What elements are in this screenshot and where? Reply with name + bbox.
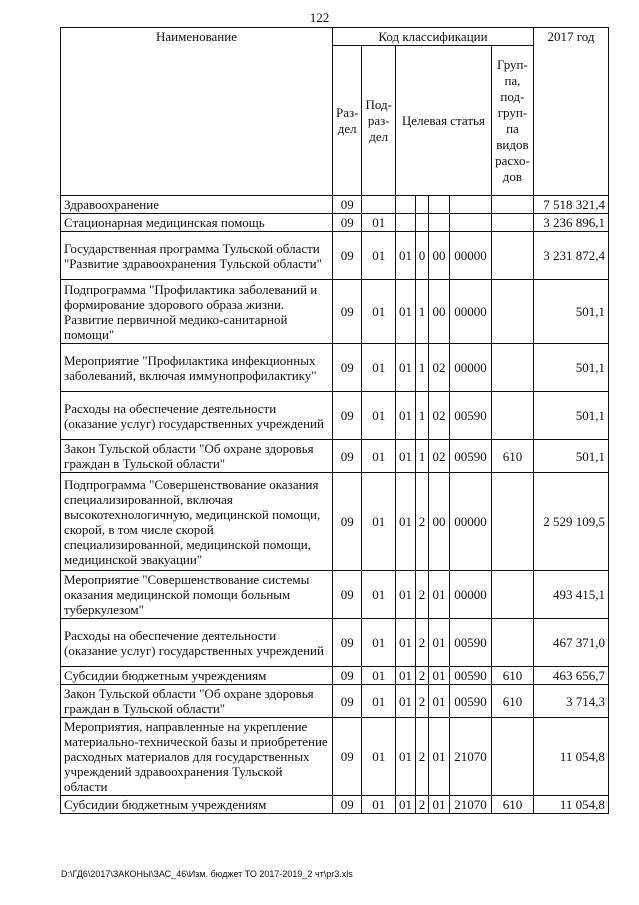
- row-expense-group-code: 610: [491, 440, 533, 473]
- row-amount: 501,1: [533, 392, 608, 440]
- row-target-program-code: [395, 214, 415, 232]
- row-amount: 501,1: [533, 440, 608, 473]
- row-target-program-code: 01: [395, 685, 415, 718]
- row-target-direction-code: 00590: [449, 440, 491, 473]
- row-name: Здравоохранение: [61, 196, 333, 214]
- row-target-subprogram-code: 2: [415, 718, 428, 796]
- row-expense-group-code: [491, 214, 533, 232]
- row-section-code: 09: [333, 392, 362, 440]
- row-amount: 11 054,8: [533, 718, 608, 796]
- row-target-subprogram-code: 2: [415, 796, 428, 814]
- row-subsection-code: 01: [362, 214, 395, 232]
- row-subsection-code: 01: [362, 619, 395, 667]
- row-section-code: 09: [333, 344, 362, 392]
- row-subsection-code: 01: [362, 392, 395, 440]
- row-target-subprogram-code: [415, 214, 428, 232]
- row-target-measure-code: 01: [428, 718, 449, 796]
- row-target-measure-code: 02: [428, 440, 449, 473]
- row-target-program-code: 01: [395, 473, 415, 571]
- row-section-code: 09: [333, 440, 362, 473]
- row-target-measure-code: 00: [428, 280, 449, 344]
- row-section-code: 09: [333, 667, 362, 685]
- row-expense-group-code: [491, 619, 533, 667]
- row-subsection-code: 01: [362, 280, 395, 344]
- table-row: [61, 196, 609, 214]
- row-target-subprogram-code: 2: [415, 473, 428, 571]
- row-subsection-code: 01: [362, 667, 395, 685]
- row-expense-group-code: [491, 473, 533, 571]
- row-name: Подпрограмма "Профилактика заболеваний и формирование здорового образа жизни. Развитие первичной медико-санитарной помощи": [61, 280, 333, 344]
- row-section-code: 09: [333, 196, 362, 214]
- table-row: [61, 392, 609, 440]
- row-target-direction-code: [449, 214, 491, 232]
- header-code-group: Код классификации: [333, 28, 534, 46]
- row-target-program-code: 01: [395, 232, 415, 280]
- row-expense-group-code: [491, 718, 533, 796]
- row-section-code: 09: [333, 232, 362, 280]
- row-subsection-code: 01: [362, 344, 395, 392]
- table-row: [61, 619, 609, 667]
- header-target-article: Целевая статья: [395, 46, 491, 196]
- row-amount: 3 236 896,1: [533, 214, 608, 232]
- row-name: Субсидии бюджетным учреждениям: [61, 667, 333, 685]
- row-expense-group-code: [491, 232, 533, 280]
- row-target-direction-code: 00590: [449, 619, 491, 667]
- row-name: Расходы на обеспечение деятельности (оказание услуг) государственных учреждений: [61, 619, 333, 667]
- row-amount: 493 415,1: [533, 571, 608, 619]
- row-amount: 467 371,0: [533, 619, 608, 667]
- row-name: Мероприятия, направленные на укрепление материально-технической базы и приобретение расходных материалов для государственных учреждений здравоохранения Тульской области: [61, 718, 333, 796]
- row-target-measure-code: 01: [428, 619, 449, 667]
- row-section-code: 09: [333, 685, 362, 718]
- row-amount: 3 714,3: [533, 685, 608, 718]
- row-target-subprogram-code: 1: [415, 344, 428, 392]
- row-target-program-code: 01: [395, 280, 415, 344]
- row-amount: 3 231 872,4: [533, 232, 608, 280]
- row-target-subprogram-code: 1: [415, 440, 428, 473]
- row-target-program-code: 01: [395, 344, 415, 392]
- row-target-subprogram-code: 2: [415, 667, 428, 685]
- header-year: 2017 год: [533, 28, 608, 196]
- row-target-direction-code: 00000: [449, 571, 491, 619]
- row-section-code: 09: [333, 796, 362, 814]
- row-target-measure-code: [428, 214, 449, 232]
- row-subsection-code: 01: [362, 796, 395, 814]
- row-target-subprogram-code: 2: [415, 619, 428, 667]
- row-name: Стационарная медицинская помощь: [61, 214, 333, 232]
- row-subsection-code: 01: [362, 473, 395, 571]
- row-subsection-code: 01: [362, 718, 395, 796]
- row-expense-group-code: [491, 571, 533, 619]
- table-row: [61, 280, 609, 344]
- row-section-code: 09: [333, 718, 362, 796]
- row-target-program-code: 01: [395, 718, 415, 796]
- row-subsection-code: 01: [362, 232, 395, 280]
- table-row: [61, 718, 609, 796]
- row-target-measure-code: 00: [428, 473, 449, 571]
- row-target-subprogram-code: 1: [415, 280, 428, 344]
- header-subsection: Под- раз- дел: [362, 46, 395, 196]
- row-expense-group-code: 610: [491, 685, 533, 718]
- table-row: [61, 344, 609, 392]
- row-target-subprogram-code: 2: [415, 571, 428, 619]
- row-target-measure-code: 01: [428, 667, 449, 685]
- row-target-program-code: 01: [395, 619, 415, 667]
- row-name: Закон Тульской области "Об охране здоровья граждан в Тульской области": [61, 440, 333, 473]
- row-subsection-code: 01: [362, 685, 395, 718]
- row-target-program-code: 01: [395, 571, 415, 619]
- row-target-direction-code: 21070: [449, 718, 491, 796]
- budget-table: [60, 27, 609, 814]
- row-target-measure-code: 01: [428, 796, 449, 814]
- row-target-measure-code: 02: [428, 392, 449, 440]
- header-expense-group: Груп- па, под- груп- па видов расхо- дов: [491, 46, 533, 196]
- row-expense-group-code: 610: [491, 667, 533, 685]
- row-name: Подпрограмма "Совершенствование оказания специализированной, включая высокотехнологичную, медицинской помощи, скорой, в том числе скорой специализированной, медицинской помощи, медицинской эвакуации": [61, 473, 333, 571]
- row-section-code: 09: [333, 571, 362, 619]
- row-section-code: 09: [333, 473, 362, 571]
- table-body: [61, 196, 609, 814]
- row-name: Государственная программа Тульской области "Развитие здравоохранения Тульской области": [61, 232, 333, 280]
- row-target-direction-code: 00590: [449, 667, 491, 685]
- table-row: [61, 214, 609, 232]
- row-target-direction-code: 21070: [449, 796, 491, 814]
- row-target-measure-code: 02: [428, 344, 449, 392]
- row-subsection-code: 01: [362, 440, 395, 473]
- table-row: [61, 685, 609, 718]
- row-target-direction-code: 00590: [449, 392, 491, 440]
- row-target-subprogram-code: [415, 196, 428, 214]
- row-subsection-code: 01: [362, 571, 395, 619]
- header-name: Наименование: [61, 28, 333, 196]
- row-name: Расходы на обеспечение деятельности (оказание услуг) государственных учреждений: [61, 392, 333, 440]
- row-target-measure-code: [428, 196, 449, 214]
- row-target-program-code: 01: [395, 440, 415, 473]
- row-target-direction-code: 00000: [449, 280, 491, 344]
- row-amount: 7 518 321,4: [533, 196, 608, 214]
- row-name: Субсидии бюджетным учреждениям: [61, 796, 333, 814]
- row-amount: 501,1: [533, 344, 608, 392]
- row-target-program-code: 01: [395, 667, 415, 685]
- row-target-direction-code: 00590: [449, 685, 491, 718]
- row-section-code: 09: [333, 280, 362, 344]
- table-row: [61, 667, 609, 685]
- row-section-code: 09: [333, 619, 362, 667]
- row-expense-group-code: 610: [491, 796, 533, 814]
- row-name: Закон Тульской области "Об охране здоровья граждан в Тульской области": [61, 685, 333, 718]
- row-name: Мероприятие "Совершенствование системы оказания медицинской помощи больным туберкулезом": [61, 571, 333, 619]
- row-amount: 463 656,7: [533, 667, 608, 685]
- row-amount: 2 529 109,5: [533, 473, 608, 571]
- file-path-footer: D:\ГД6\2017\ЗАКОНЫ\ЗАС_46\Изм. бюджет ТО 2017-2019_2 чт\pr3.xls: [61, 869, 353, 879]
- row-target-measure-code: 00: [428, 232, 449, 280]
- row-expense-group-code: [491, 280, 533, 344]
- row-target-measure-code: 01: [428, 571, 449, 619]
- table-row: [61, 232, 609, 280]
- row-target-program-code: [395, 196, 415, 214]
- row-amount: 11 054,8: [533, 796, 608, 814]
- row-target-measure-code: 01: [428, 685, 449, 718]
- row-target-direction-code: 00000: [449, 344, 491, 392]
- row-target-program-code: 01: [395, 392, 415, 440]
- page-number: 122: [309, 10, 330, 25]
- row-target-direction-code: 00000: [449, 232, 491, 280]
- table-row: [61, 440, 609, 473]
- row-amount: 501,1: [533, 280, 608, 344]
- row-name: Мероприятие "Профилактика инфекционных заболеваний, включая иммунопрофилактику": [61, 344, 333, 392]
- row-section-code: 09: [333, 214, 362, 232]
- row-expense-group-code: [491, 344, 533, 392]
- table-row: [61, 571, 609, 619]
- table-row: [61, 796, 609, 814]
- row-expense-group-code: [491, 392, 533, 440]
- header-section: Раз- дел: [333, 46, 362, 196]
- row-target-subprogram-code: 0: [415, 232, 428, 280]
- row-target-direction-code: [449, 196, 491, 214]
- row-target-program-code: 01: [395, 796, 415, 814]
- row-subsection-code: [362, 196, 395, 214]
- row-target-direction-code: 00000: [449, 473, 491, 571]
- row-target-subprogram-code: 1: [415, 392, 428, 440]
- row-target-subprogram-code: 2: [415, 685, 428, 718]
- table-row: [61, 473, 609, 571]
- row-expense-group-code: [491, 196, 533, 214]
